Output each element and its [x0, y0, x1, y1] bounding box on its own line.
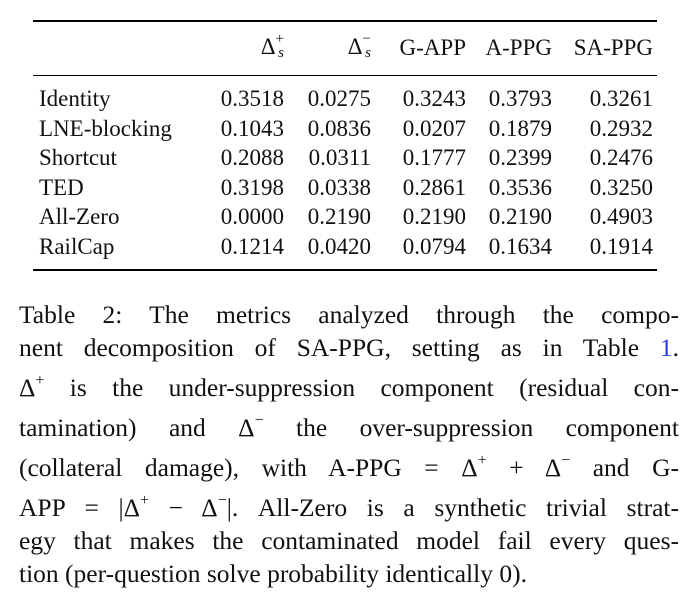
- caption-text: + Δ: [486, 453, 562, 482]
- table-mid-rule: [33, 75, 657, 76]
- header-appg: A-PPG: [485, 34, 552, 60]
- caption-line: egy that makes the contaminated model fail every ques-: [19, 526, 679, 555]
- cell-delta-minus: 0.0275: [307, 86, 371, 112]
- caption-text: Δ: [19, 373, 36, 402]
- caption-sup: −: [254, 412, 264, 429]
- results-table: [33, 18, 657, 271]
- caption-line: Table 2: The metrics analyzed through the compo-: [19, 300, 679, 329]
- caption-line: [19, 331, 679, 364]
- cell-sappg: 0.4903: [589, 204, 653, 230]
- header-gapp: G-APP: [399, 34, 466, 60]
- header-delta-plus: [205, 22, 292, 63]
- metrics-table: [33, 22, 657, 261]
- table-row: [33, 173, 657, 203]
- caption-text: the over-suppression component: [263, 413, 679, 442]
- cell-gapp: 0.0794: [402, 233, 466, 259]
- table-body: [33, 84, 657, 261]
- caption-text: (collateral damage), with A-PPG = Δ: [19, 453, 478, 482]
- table-row: [33, 114, 657, 144]
- table-ref-link[interactable]: 1: [659, 333, 673, 362]
- cell-delta-minus: 0.2190: [307, 204, 371, 230]
- table-row: [33, 202, 657, 232]
- delta-plus-sub: s: [278, 45, 284, 62]
- header-delta-minus: [292, 22, 377, 63]
- table-row: [33, 84, 657, 114]
- cell-gapp: 0.3243: [402, 86, 466, 112]
- cell-sappg: 0.3261: [589, 86, 653, 112]
- cell-sappg: 0.2932: [589, 115, 653, 141]
- cell-sappg: 0.1914: [589, 233, 653, 259]
- header-sappg: SA-PPG: [573, 34, 653, 60]
- cell-delta-plus: 0.3518: [220, 86, 284, 112]
- table-row: [33, 143, 657, 173]
- table-bottom-rule: [33, 269, 657, 271]
- caption-text: − Δ: [149, 493, 218, 522]
- caption-text: APP = |Δ: [19, 493, 141, 522]
- cell-delta-minus: 0.0338: [307, 174, 371, 200]
- cell-appg: 0.1879: [488, 115, 552, 141]
- row-method: LNE-blocking: [39, 115, 172, 141]
- caption-text: nent decomposition of SA-PPG, setting as in Table: [19, 333, 660, 362]
- row-method: All-Zero: [39, 204, 120, 230]
- cell-delta-minus: 0.0836: [307, 115, 371, 141]
- caption-text: tamination) and Δ: [19, 413, 255, 442]
- cell-appg: 0.3536: [488, 174, 552, 200]
- caption-line: [19, 444, 679, 484]
- caption-sup: +: [477, 452, 487, 469]
- caption-text: |. All-Zero is a synthetic trivial strat-: [226, 493, 679, 522]
- caption-text: and G-: [570, 453, 679, 482]
- cell-sappg: 0.3250: [589, 174, 653, 200]
- table-row: [33, 232, 657, 262]
- row-method: Shortcut: [39, 145, 117, 171]
- cell-appg: 0.1634: [488, 233, 552, 259]
- cell-sappg: 0.2476: [589, 145, 653, 171]
- cell-delta-plus: 0.1043: [220, 115, 284, 141]
- delta-minus-sup: −: [362, 31, 371, 48]
- delta-plus-sup: +: [275, 31, 284, 48]
- cell-appg: 0.3793: [488, 86, 552, 112]
- cell-appg: 0.2190: [488, 204, 552, 230]
- cell-gapp: 0.2190: [402, 204, 466, 230]
- table-header-row: [33, 22, 657, 63]
- cell-delta-plus: 0.1214: [220, 233, 284, 259]
- row-method: RailCap: [39, 233, 115, 259]
- delta-plus-base: Δ: [260, 34, 276, 59]
- caption-line: tion (per-question solve probability identically 0).: [19, 559, 527, 588]
- cell-delta-plus: 0.0000: [220, 204, 284, 230]
- cell-delta-minus: 0.0311: [308, 145, 371, 171]
- header-method: [33, 22, 205, 63]
- caption-sup: −: [217, 492, 227, 509]
- cell-appg: 0.2399: [488, 145, 552, 171]
- row-method: TED: [39, 174, 84, 200]
- caption-line: [19, 364, 679, 404]
- caption-line: [19, 404, 679, 444]
- cell-gapp: 0.0207: [402, 115, 466, 141]
- table-caption: [19, 298, 679, 590]
- cell-delta-plus: 0.2088: [220, 145, 284, 171]
- caption-sup: +: [35, 372, 45, 389]
- cell-delta-plus: 0.3198: [220, 174, 284, 200]
- caption-sup: +: [140, 492, 150, 509]
- caption-line: [19, 484, 679, 524]
- delta-minus-sub: s: [365, 45, 371, 62]
- cell-gapp: 0.2861: [402, 174, 466, 200]
- delta-minus-base: Δ: [347, 34, 363, 59]
- row-method: Identity: [39, 86, 111, 112]
- caption-text: .: [672, 333, 679, 362]
- cell-gapp: 0.1777: [402, 145, 466, 171]
- cell-delta-minus: 0.0420: [307, 233, 371, 259]
- caption-sup: −: [561, 452, 571, 469]
- caption-text: is the under-suppression component (residual con-: [44, 373, 679, 402]
